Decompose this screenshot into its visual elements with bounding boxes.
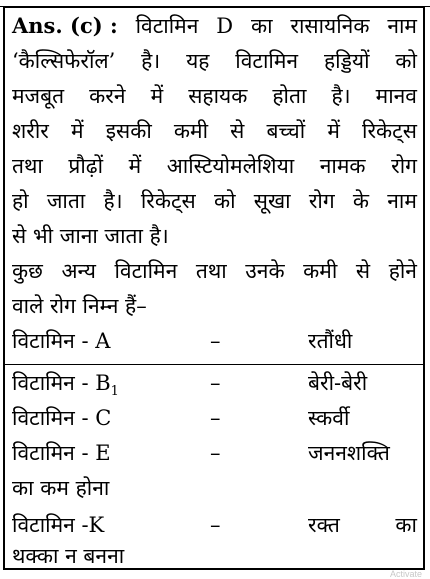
word: में: [71, 119, 84, 143]
vitamin-row-k: [12, 508, 417, 542]
dash: –: [210, 513, 221, 537]
answer-line-3: [12, 79, 417, 113]
vitamin-name: विटामिन - A: [12, 329, 111, 353]
answer-line-6: [12, 184, 417, 218]
answer-line-7: से भी जाना जाता है।: [12, 224, 169, 248]
deficiency-disease: स्कर्वी: [308, 406, 350, 430]
word: सूखा: [253, 189, 291, 213]
word: रिकेट्स: [140, 189, 196, 213]
deficiency-disease: जननशक्ति: [308, 441, 390, 465]
answer-box: [3, 6, 425, 570]
word: रोग: [308, 189, 335, 213]
dash: –: [210, 441, 221, 465]
answer-line-2: [12, 44, 417, 78]
vitamin-row-c: [12, 401, 417, 435]
word: तथा: [195, 259, 227, 283]
word: कुछ: [12, 259, 43, 283]
word: विटामिन: [235, 49, 299, 73]
vitamin-name: विटामिन -K: [12, 513, 105, 537]
word: नाम: [387, 189, 417, 213]
answer-line-9: वाले रोग निम्न हैं–: [12, 294, 147, 318]
word: ‘कैल्सिफेरॉल’: [12, 49, 116, 73]
word: बच्चों: [266, 119, 306, 143]
word: रोग: [391, 154, 417, 178]
word: अन्य: [61, 259, 96, 283]
dash: –: [210, 406, 221, 430]
dash: –: [210, 371, 221, 395]
word: मानव: [375, 84, 417, 108]
answer-line-5: [12, 149, 417, 183]
table-divider: [5, 364, 423, 365]
word: में: [150, 84, 164, 108]
deficiency-disease-tail: का: [395, 513, 417, 537]
watermark: Activate: [389, 569, 422, 579]
word: सहायक: [188, 84, 248, 108]
vitamin-row-a: [12, 324, 417, 358]
vitamin-row-k-continuation: थक्का न बनना: [12, 544, 125, 568]
word: विटामिन: [114, 259, 178, 283]
word: तथा: [12, 154, 43, 178]
vitamin-row-b1: [12, 366, 417, 400]
deficiency-disease: बेरी-बेरी: [308, 371, 368, 395]
word: को: [213, 189, 236, 213]
word: इसकी: [105, 119, 152, 143]
word: करने: [89, 84, 126, 108]
answer-line-4: [12, 114, 417, 148]
vitamin-row-e: [12, 436, 417, 470]
vitamin-name: विटामिन - C: [12, 406, 112, 430]
word: रासायनिक: [290, 14, 370, 38]
vitamin-name: [12, 371, 119, 400]
answer-line-1: [12, 9, 417, 43]
word: जाता: [46, 189, 86, 213]
deficiency-disease: रक्त: [308, 513, 340, 537]
answer-label: Ans. (c) :: [12, 13, 118, 38]
word: यह: [186, 49, 210, 73]
word: नामक: [319, 154, 366, 178]
word: के: [352, 189, 370, 213]
vitamin-row-e-continuation: का कम होना: [12, 476, 110, 500]
word: है।: [331, 84, 351, 108]
word: आस्टियोमलेशिया: [166, 154, 295, 178]
dash: –: [210, 329, 221, 353]
word: विटामिन: [135, 14, 199, 38]
word: का: [250, 14, 273, 38]
word: में: [327, 119, 340, 143]
word: प्रौढ़ों: [68, 154, 104, 178]
word: में: [128, 154, 142, 178]
vitamin-name-text: विटामिन - B: [12, 371, 111, 395]
word: है।: [141, 49, 161, 73]
word: कमी: [303, 259, 338, 283]
vitamin-name: विटामिन - E: [12, 441, 111, 465]
word: से: [230, 119, 245, 143]
word: शरीर: [12, 119, 49, 143]
subscript: 1: [110, 384, 119, 400]
word: रिकेट्स: [362, 119, 417, 143]
word: से: [355, 259, 371, 283]
word: मजबूत: [12, 84, 65, 108]
answer-line-8: [12, 254, 417, 288]
word: होने: [388, 259, 417, 283]
word: उनके: [245, 259, 285, 283]
word: को: [395, 49, 417, 73]
word: कमी: [173, 119, 209, 143]
deficiency-disease: रतौंधी: [308, 329, 353, 353]
word: D: [216, 14, 234, 38]
word: हड्डियों: [323, 49, 370, 73]
word: है।: [103, 189, 123, 213]
word: नाम: [387, 14, 417, 38]
word: होता: [272, 84, 307, 108]
word: हो: [12, 189, 29, 213]
